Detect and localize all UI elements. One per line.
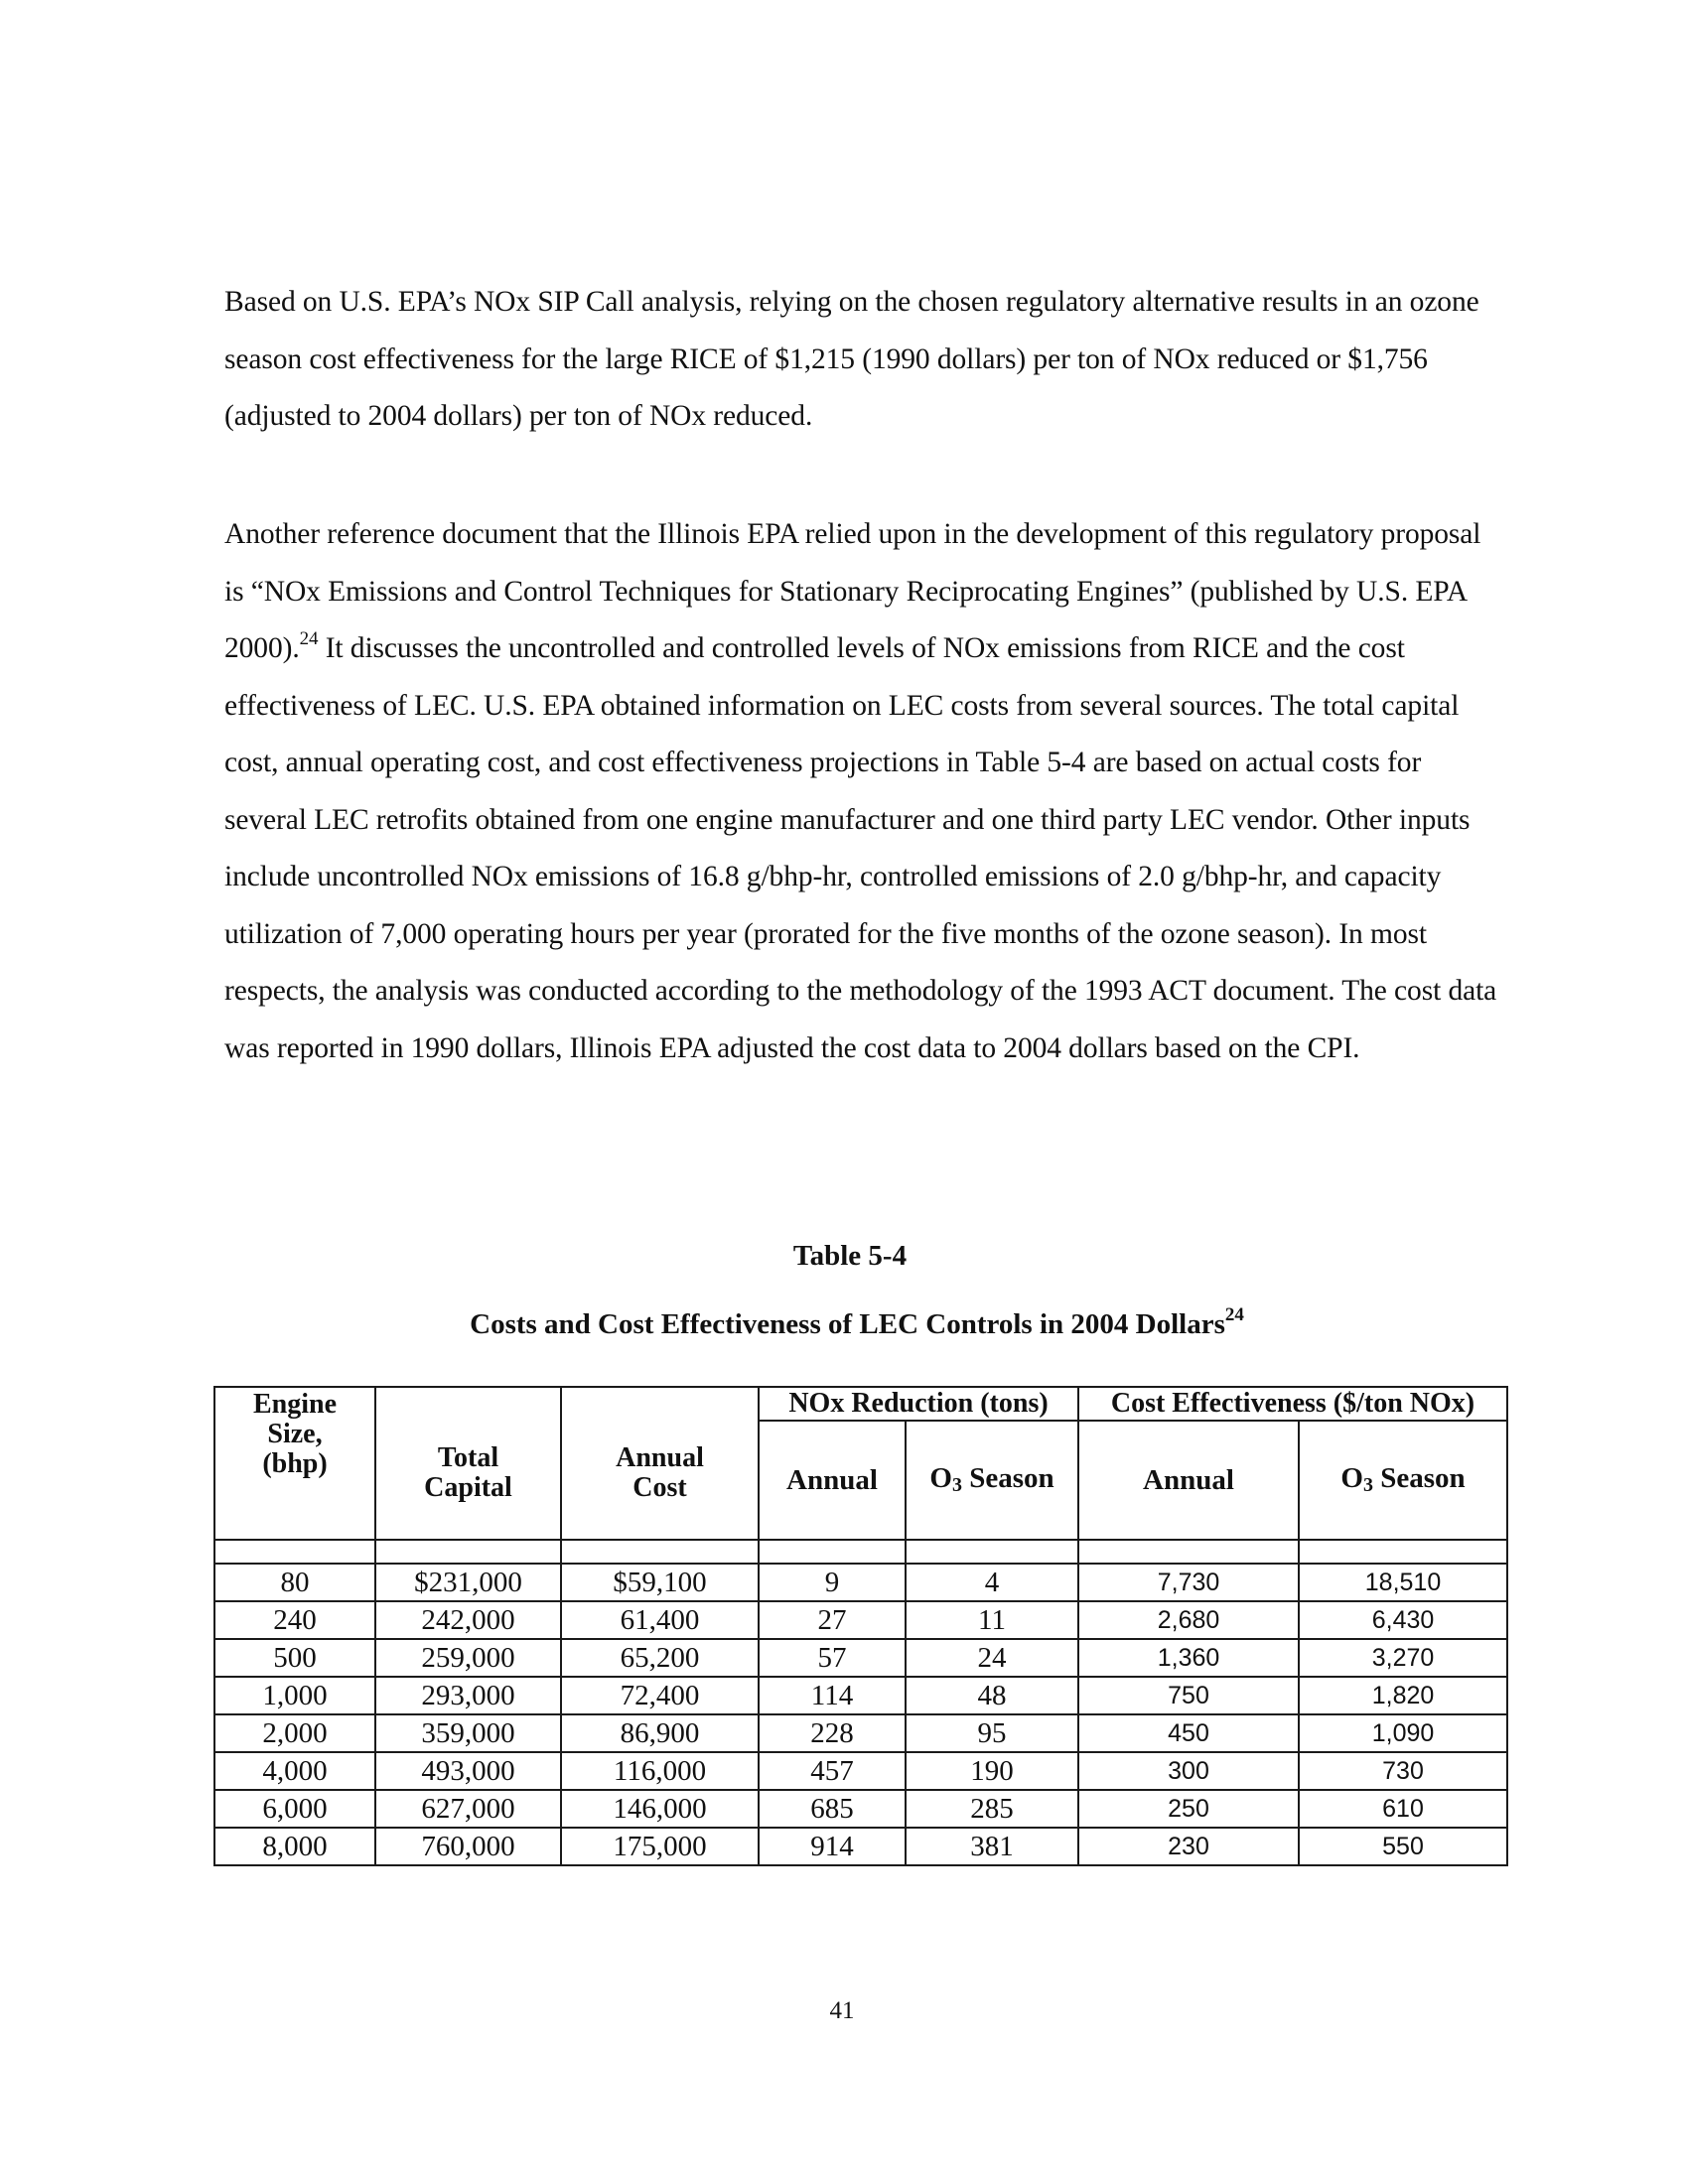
cell-ce-o3-season: 1,820 [1299, 1677, 1507, 1714]
cell-engine-size: 6,000 [214, 1790, 375, 1828]
cell-ce-annual: 300 [1078, 1752, 1299, 1790]
cell-annual-cost: 86,900 [561, 1714, 759, 1752]
cell-total-capital: 242,000 [375, 1601, 561, 1639]
cell-ce-annual: 450 [1078, 1714, 1299, 1752]
o3-subscript: 3 [1362, 1474, 1373, 1496]
cell-nox-o3-season: 285 [906, 1790, 1078, 1828]
cell-annual-cost: 65,200 [561, 1639, 759, 1677]
header-engine-line1: Engine [252, 1389, 338, 1420]
header-annual-cost [561, 1387, 759, 1540]
table-caption-text: Costs and Cost Effectiveness of LEC Controls in 2004 Dollars [470, 1308, 1225, 1340]
header-annual-cost-line2: Cost [632, 1472, 687, 1503]
cell-total-capital: 359,000 [375, 1714, 561, 1752]
table-caption-footnote: 24 [1224, 1304, 1244, 1326]
header-spacer-row [214, 1540, 1507, 1564]
cell-ce-annual: 250 [1078, 1790, 1299, 1828]
table-row [214, 1790, 1507, 1828]
cell-engine-size: 240 [214, 1601, 375, 1639]
header-total-capital [375, 1387, 561, 1540]
table-number: Table 5-4 [792, 1240, 908, 1272]
spacer-cell [561, 1540, 759, 1564]
paragraph-text-after-footnote: It discusses the uncontrolled and controlled levels of NOx emissions from RICE and the cost effectiveness of LEC. U.S. EPA obtained information on LEC costs from several sources. The total capital cost, annual operating cost, and cost effectiveness projections in Table 5-4 are based on actual costs for several LEC retrofits obtained from one engine manufacturer and one third party LEC vendor. Other inputs include uncontrolled NOx emissions of 16.8 g/bhp-hr, controlled emissions of 2.0 g/bhp-hr, and capacity utilization of 7,000 operating hours per year (prorated for the five months of the ozone season). In most respects, the analysis was conducted according to the methodology of the 1993 ACT document. The cost data was reported in 1990 dollars, Illinois EPA adjusted the cost data to 2004 dollars based on the CPI. [224, 632, 1497, 1064]
cell-engine-size: 2,000 [214, 1714, 375, 1752]
cell-ce-o3-season: 730 [1299, 1752, 1507, 1790]
cell-annual-cost: $59,100 [561, 1564, 759, 1601]
spacer-cell [375, 1540, 561, 1564]
cell-ce-o3-season: 18,510 [1299, 1564, 1507, 1601]
cell-nox-annual: 228 [759, 1714, 906, 1752]
cell-annual-cost: 175,000 [561, 1828, 759, 1865]
header-engine-line3: (bhp) [262, 1448, 328, 1479]
header-cost-effectiveness: Cost Effectiveness ($/ton NOx) [1078, 1387, 1507, 1421]
table-row [214, 1714, 1507, 1752]
cell-nox-annual: 9 [759, 1564, 906, 1601]
cell-ce-o3-season: 550 [1299, 1828, 1507, 1865]
paragraph-cost-effectiveness: Based on U.S. EPA’s NOx SIP Call analysis, relying on the chosen regulatory alternative results in an ozone season cost effectiveness for the large RICE of $1,215 (1990 dollars) per ton of NOx reduced or $1,756 (adjusted to 2004 dollars) per ton of NOx reduced. [224, 286, 1479, 432]
header-nox-o3-season [906, 1421, 1078, 1540]
footnote-marker: 24 [299, 628, 319, 650]
spacer-cell [214, 1540, 375, 1564]
page-number: 41 [829, 1997, 855, 2024]
header-engine-size [214, 1387, 375, 1540]
table-row [214, 1677, 1507, 1714]
header-capital-line2: Capital [424, 1472, 512, 1503]
paragraph-reference-document [224, 506, 1505, 1077]
season-label: Season [1380, 1462, 1466, 1494]
cell-engine-size: 80 [214, 1564, 375, 1601]
header-ce-annual: Annual [1078, 1421, 1299, 1540]
header-engine-line2: Size, [267, 1419, 323, 1449]
cell-nox-o3-season: 11 [906, 1601, 1078, 1639]
spacer-cell [1078, 1540, 1299, 1564]
cell-nox-o3-season: 4 [906, 1564, 1078, 1601]
cell-ce-annual: 750 [1078, 1677, 1299, 1714]
cell-annual-cost: 72,400 [561, 1677, 759, 1714]
cell-nox-o3-season: 381 [906, 1828, 1078, 1865]
cell-annual-cost: 116,000 [561, 1752, 759, 1790]
cell-total-capital: 760,000 [375, 1828, 561, 1865]
header-nox-annual: Annual [759, 1421, 906, 1540]
cell-ce-annual: 230 [1078, 1828, 1299, 1865]
cell-nox-annual: 457 [759, 1752, 906, 1790]
spacer-cell [759, 1540, 906, 1564]
header-ce-o3-season [1299, 1421, 1507, 1540]
table-row [214, 1752, 1507, 1790]
season-label: Season [969, 1462, 1054, 1494]
cell-total-capital: 259,000 [375, 1639, 561, 1677]
cell-ce-o3-season: 3,270 [1299, 1639, 1507, 1677]
cell-ce-annual: 1,360 [1078, 1639, 1299, 1677]
cell-ce-o3-season: 6,430 [1299, 1601, 1507, 1639]
table-row [214, 1828, 1507, 1865]
header-nox-reduction: NOx Reduction (tons) [759, 1387, 1078, 1421]
cell-nox-annual: 914 [759, 1828, 906, 1865]
paragraph-text-before-footnote: Another reference document that the Illinois EPA relied upon in the development of this regulatory proposal is “NOx Emissions and Control Techniques for Stationary Reciprocating Engines” (published by U.S. EPA 2000). [224, 518, 1481, 664]
cell-engine-size: 4,000 [214, 1752, 375, 1790]
cell-ce-annual: 2,680 [1078, 1601, 1299, 1639]
cell-annual-cost: 61,400 [561, 1601, 759, 1639]
cell-total-capital: 493,000 [375, 1752, 561, 1790]
cell-total-capital: 293,000 [375, 1677, 561, 1714]
spacer-cell [906, 1540, 1078, 1564]
cell-nox-o3-season: 190 [906, 1752, 1078, 1790]
table-row [214, 1564, 1507, 1601]
cell-ce-annual: 7,730 [1078, 1564, 1299, 1601]
cell-engine-size: 1,000 [214, 1677, 375, 1714]
cell-engine-size: 500 [214, 1639, 375, 1677]
cost-effectiveness-table [213, 1386, 1508, 1866]
cell-nox-o3-season: 24 [906, 1639, 1078, 1677]
cell-engine-size: 8,000 [214, 1828, 375, 1865]
cell-ce-o3-season: 1,090 [1299, 1714, 1507, 1752]
header-capital-line1: Total [437, 1442, 499, 1473]
spacer-cell [1299, 1540, 1507, 1564]
table-row [214, 1601, 1507, 1639]
cell-ce-o3-season: 610 [1299, 1790, 1507, 1828]
o3-label: O [1340, 1462, 1363, 1494]
cell-nox-annual: 685 [759, 1790, 906, 1828]
cell-nox-annual: 114 [759, 1677, 906, 1714]
o3-subscript: 3 [951, 1474, 962, 1496]
cell-total-capital: $231,000 [375, 1564, 561, 1601]
header-annual-cost-line1: Annual [616, 1442, 704, 1473]
o3-label: O [929, 1462, 952, 1494]
table-row [214, 1639, 1507, 1677]
cell-nox-o3-season: 48 [906, 1677, 1078, 1714]
cell-annual-cost: 146,000 [561, 1790, 759, 1828]
table-caption [15, 1304, 1684, 1341]
cell-total-capital: 627,000 [375, 1790, 561, 1828]
cell-nox-annual: 27 [759, 1601, 906, 1639]
cell-nox-o3-season: 95 [906, 1714, 1078, 1752]
cell-nox-annual: 57 [759, 1639, 906, 1677]
